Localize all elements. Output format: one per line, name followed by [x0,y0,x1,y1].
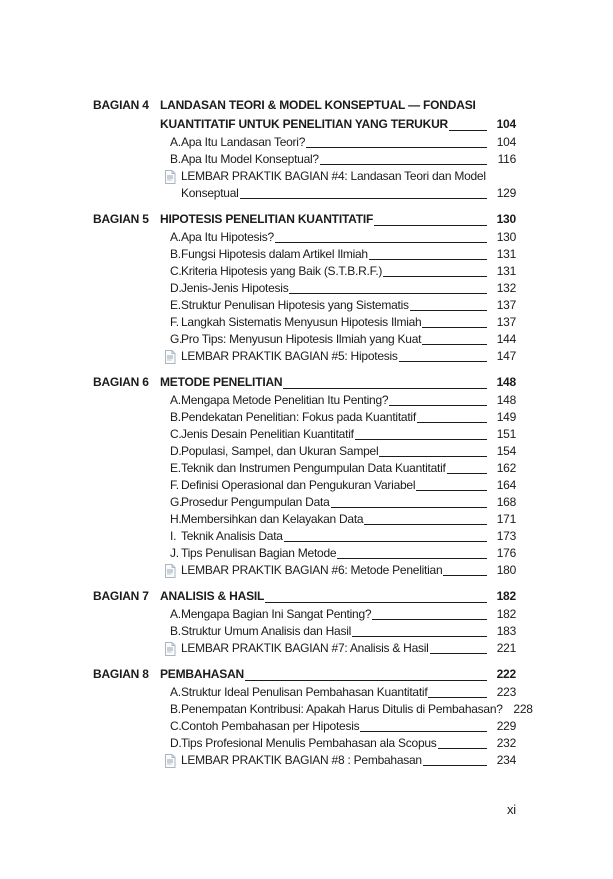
page-ref: 222 [496,667,516,681]
leader-line [409,297,492,314]
item-letter: B. [170,152,181,166]
page-number: xi [507,802,516,817]
item-letter: D. [170,444,182,458]
item-text: Pendekatan Penelitian: Fokus pada Kuantitatif [181,410,416,424]
section-label: BAGIAN 6 [93,375,149,389]
toc-section [93,587,516,657]
document-icon [164,642,176,656]
item-letter: H. [170,512,182,526]
toc-section [93,665,533,769]
section-title-line [160,210,516,229]
leader-line [398,348,492,365]
item-text: Jenis-Jenis Hipotesis [181,281,289,295]
page-ref: 183 [496,624,516,638]
page-ref: 154 [496,444,516,458]
leader-line [422,752,492,769]
page-ref: 148 [496,393,516,407]
leader-line [503,701,509,718]
page-ref: 130 [496,212,516,226]
leader-line [239,185,492,202]
leader-line [282,373,492,392]
leader-line [378,443,492,460]
page-ref: 176 [496,546,516,560]
item-text: Tips Penulisan Bagian Metode [181,546,337,560]
leader-line [388,392,492,409]
item-text: Penempatan Kontribusi: Apakah Harus Ditulis di Pembahasan? [181,702,503,716]
practice-sheet-icon-cell [160,168,181,185]
leader-line [363,511,492,528]
toc-section [93,210,516,365]
toc-entry-line [160,185,516,202]
toc-entry-line [160,134,516,151]
item-text: Apa Itu Model Konseptual? [181,152,319,166]
leader-line [244,665,492,684]
item-text: Contoh Pembahasan per Hipotesis [181,719,360,733]
leader-line [415,477,492,494]
leader-line [368,246,492,263]
page-ref: 168 [496,495,516,509]
item-text: Konseptual [181,186,239,200]
toc-section [93,373,516,579]
toc-entry-line [160,640,516,657]
item-letter: C. [170,427,182,441]
toc-entry-line [160,443,516,460]
toc-entry-line [160,314,516,331]
section-title-text: METODE PENELITIAN [160,375,283,389]
document-icon [164,170,176,184]
item-letter: I. [170,529,177,543]
toc-entry-line [160,511,516,528]
leader-line [446,460,492,477]
page-ref: 228 [513,702,533,716]
leader-line [330,494,492,511]
section-title-line [160,587,516,606]
leader-line [305,134,492,151]
section-title-line [160,115,516,134]
toc-entry-line [160,718,516,735]
toc-entry-line [160,735,516,752]
leader-line [336,545,492,562]
section-content [160,210,516,365]
indent-spacer [160,185,181,202]
toc-entry-line [160,752,516,769]
page-ref: 129 [496,186,516,200]
toc-entry-line [160,263,516,280]
item-letter: B. [170,624,181,638]
toc-entry-line [160,280,516,297]
practice-sheet-icon-cell [160,348,181,365]
item-text: Mengapa Metode Penelitian Itu Penting? [181,393,389,407]
document-icon [164,564,176,578]
section-title-text: ANALISIS & HASIL [160,589,265,603]
page-ref: 164 [496,478,516,492]
practice-sheet-icon-cell [160,562,181,579]
toc-entry-line [160,151,516,168]
leader-line [442,562,492,579]
item-text: Teknik Analisis Data [181,529,283,543]
section-content [160,587,516,657]
section-title-text: HIPOTESIS PENELITIAN KUANTITATIF [160,212,374,226]
page-ref: 151 [496,427,516,441]
item-letter: E. [170,298,181,312]
leader-line [373,210,492,229]
toc [93,96,533,769]
toc-entry-line [160,528,516,545]
item-letter: F. [170,478,179,492]
toc-entry-line [160,545,516,562]
item-text: Jenis Desain Penelitian Kuantitatif [181,427,354,441]
item-letter: E. [170,461,181,475]
item-letter: A. [170,393,181,407]
document-icon [164,754,176,768]
item-text: Langkah Sistematis Menyusun Hipotesis Ilmiah [181,315,422,329]
page-ref: 232 [496,736,516,750]
practice-sheet-icon-cell [160,752,181,769]
item-text: Struktur Penulisan Hipotesis yang Sistematis [181,298,409,312]
leader-line [429,640,492,657]
toc-entry-line [160,297,516,314]
item-letter: B. [170,702,181,716]
page-ref: 137 [496,298,516,312]
leader-line [354,426,492,443]
item-text: Apa Itu Landasan Teori? [181,135,306,149]
toc-section [93,96,516,202]
item-text: LEMBAR PRAKTIK BAGIAN #7: Analisis & Hasil [181,641,429,655]
item-text: Definisi Operasional dan Pengukuran Variabel [181,478,416,492]
page-ref: 229 [496,719,516,733]
section-title-line [160,96,516,115]
item-text: Populasi, Sampel, dan Ukuran Sampel [181,444,379,458]
item-letter: G. [170,495,183,509]
item-letter: A. [170,607,181,621]
item-text: Prosedur Pengumpulan Data [181,495,330,509]
page-ref: 149 [496,410,516,424]
toc-entry-line [160,477,516,494]
item-text: Kriteria Hipotesis yang Baik (S.T.B.R.F.) [181,264,383,278]
item-text: Struktur Umum Analisis dan Hasil [181,624,352,638]
page-ref: 131 [496,247,516,261]
page-ref: 137 [496,315,516,329]
item-text: Teknik dan Instrumen Pengumpulan Data Kuantitatif [181,461,446,475]
leader-line [416,409,492,426]
item-letter: A. [170,135,181,149]
section-content [160,373,516,579]
leader-line [437,735,492,752]
item-text: LEMBAR PRAKTIK BAGIAN #5: Hipotesis [181,349,398,363]
toc-entry-line [160,392,516,409]
item-text: LEMBAR PRAKTIK BAGIAN #6: Metode Penelitian [181,563,443,577]
page-ref: 234 [496,753,516,767]
leader-line [371,606,492,623]
leader-line [421,331,492,348]
leader-line [427,684,492,701]
page-ref: 130 [496,230,516,244]
toc-entry-line [160,409,516,426]
section-title-text: LANDASAN TEORI & MODEL KONSEPTUAL — FONDASI [160,98,476,112]
page-ref: 182 [496,607,516,621]
page-ref: 144 [496,332,516,346]
page-ref: 221 [496,641,516,655]
item-text: LEMBAR PRAKTIK BAGIAN #4: Landasan Teori dan Model [181,169,486,183]
page-ref: 223 [496,685,516,699]
toc-entry-line [160,494,516,511]
practice-sheet-icon-cell [160,640,181,657]
item-letter: A. [170,230,181,244]
leader-line [264,587,492,606]
toc-entry-line [160,331,516,348]
item-letter: A. [170,685,181,699]
toc-entry-line [160,460,516,477]
leader-line [382,263,492,280]
item-text: Fungsi Hipotesis dalam Artikel Ilmiah [181,247,368,261]
page-ref: 162 [496,461,516,475]
item-letter: C. [170,719,182,733]
section-label: BAGIAN 7 [93,589,149,603]
toc-entry-line [160,623,516,640]
section-content [160,96,516,202]
page-ref: 104 [496,135,516,149]
item-text: Pro Tips: Menyusun Hipotesis Ilmiah yang Kuat [181,332,422,346]
toc-entry-line [160,684,516,701]
toc-entry-line [160,562,516,579]
item-letter: D. [170,736,182,750]
page-ref: 173 [496,529,516,543]
section-content [160,665,533,769]
leader-line [351,623,492,640]
section-label: BAGIAN 8 [93,667,149,681]
page-ref: 104 [496,117,516,131]
item-letter: B. [170,410,181,424]
page-ref: 132 [496,281,516,295]
item-text: Struktur Ideal Penulisan Pembahasan Kuantitatif [181,685,428,699]
item-text: Mengapa Bagian Ini Sangat Penting? [181,607,372,621]
document-icon [164,350,176,364]
toc-entry-line [160,701,533,718]
item-letter: F. [170,315,179,329]
item-text: Membersihkan dan Kelayakan Data [181,512,364,526]
leader-line [283,528,492,545]
item-letter: B. [170,247,181,261]
item-text: LEMBAR PRAKTIK BAGIAN #8 : Pembahasan [181,753,422,767]
page-ref: 171 [496,512,516,526]
section-label: BAGIAN 4 [93,98,149,112]
leader-line [448,115,492,134]
item-letter: D. [170,281,182,295]
toc-entry-line [160,229,516,246]
page-ref: 131 [496,264,516,278]
page-ref: 116 [497,152,516,166]
page-ref: 148 [496,375,516,389]
page-ref: 182 [496,589,516,603]
item-letter: C. [170,264,182,278]
section-title-line [160,373,516,392]
toc-entry-line [160,348,516,365]
leader-line [319,151,492,168]
section-title-text: KUANTITATIF UNTUK PENELITIAN YANG TERUKUR [160,117,449,131]
leader-line [359,718,492,735]
item-text: Tips Profesional Menulis Pembahasan ala Scopus [181,736,437,750]
toc-entry-line [160,168,516,185]
toc-entry-line [160,426,516,443]
toc-entry-line [160,606,516,623]
section-title-line [160,665,516,684]
page-ref: 147 [496,349,516,363]
leader-line [274,229,492,246]
item-text: Apa Itu Hipotesis? [181,230,274,244]
section-title-text: PEMBAHASAN [160,667,245,681]
item-letter: G. [170,332,183,346]
toc-entry-line [160,246,516,263]
item-letter: J. [170,546,179,560]
leader-line [288,280,492,297]
section-label: BAGIAN 5 [93,212,149,226]
leader-line [421,314,492,331]
page-ref: 180 [496,563,516,577]
